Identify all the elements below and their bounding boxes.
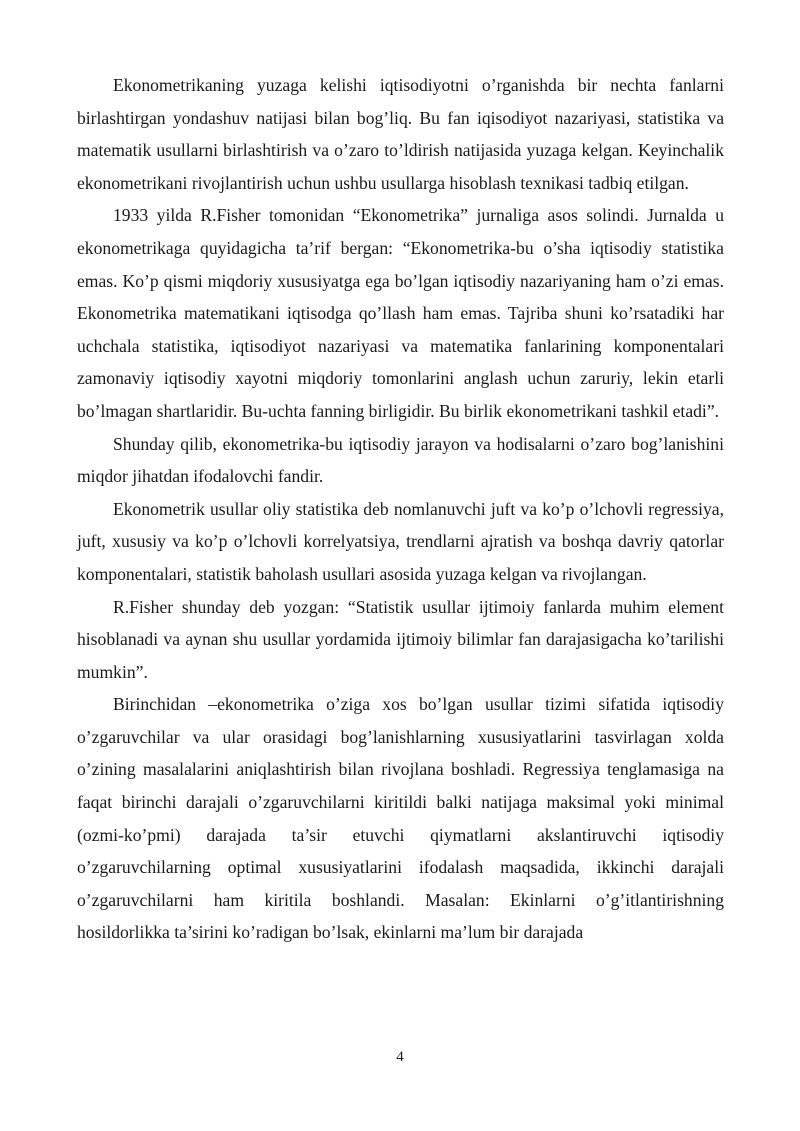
paragraph-firstly: Birinchidan –ekonometrika o’ziga xos bo’lgan usullar tizimi sifatida iqtisodiy o’zgaruvchilar va ular orasidagi bog’lanishlarning xususiyatlarini tasvirlagan xolda o’zining masalalarini aniqlashtirish bilan rivojlana boshladi. Regressiya tenglamasiga na faqat birinchi darajali o’zgaruvchilarni kiritildi balki natijaga maksimal yoki minimal (ozmi-ko’pmi) darajada ta’sir etuvchi qiymatlarni akslantiruvchi iqtisodiy o’zgaruvchilarning optimal xususiyatlarini ifodalash maqsadida, ikkinchi darajali o’zgaruvchilarni ham kiritila boshlandi. Masalan: Ekinlarni o’g’itlantirishning hosildorlikka ta’sirini ko’radigan bo’lsak, ekinlarni ma’lum bir darajada	[77, 694, 724, 943]
paragraph-fisher-quote: R.Fisher shunday deb yozgan: “Statistik usullar ijtimoiy fanlarda muhim element hisoblanadi va aynan shu usullar yordamida ijtimoiy bilimlar fan darajasigacha ko’tarilishi mumkin”.	[77, 596, 724, 682]
page-number: 4	[396, 1049, 404, 1065]
paragraph-econometric-methods: Ekonometrik usullar oliy statistika deb nomlanuvchi juft va ko’p o’lchovli regressiya, juft, xususiy va ko’p o’lchovli korrelyatsiya, trendlarni ajratish va boshqa davriy qatorlar komponentalari, statistik baholash usullari asosida yuzaga kelgan va rivojlangan.	[77, 498, 724, 584]
paragraph-fisher-journal: 1933 yilda R.Fisher tomonidan “Ekonometrika” jurnaliga asos solindi. Jurnalda u ekonometrikaga quyidagicha ta’rif bergan: “Ekonometrika-bu o’sha iqtisodiy statistika emas. Ko’p qismi miqdoriy xususiyatga ega bo’lgan iqtisodiy nazariyaning ham o’zi emas. Ekonometrika matematikani iqtisodga qo’llash ham emas. Tajriba shuni ko’rsatadiki har uchchala statistika, iqtisodiyot nazariyasi va matematika fanlarining komponentalari zamonaviy iqtisodiy xayotni miqdoriy tomonlarini anglash uchun zaruriy, lekin etarli bo’lmagan shartlaridir. Bu-uchta fanning birligidir. Bu birlik ekonometrikani tashkil etadi”.	[77, 205, 724, 421]
paragraph-definition: Shunday qilib, ekonometrika-bu iqtisodiy jarayon va hodisalarni o’zaro bog’lanishini miqdor jihatdan ifodalovchi fandir.	[77, 433, 724, 487]
body-text	[77, 69, 724, 949]
paragraph-origin-of-econometrics: Ekonometrikaning yuzaga kelishi iqtisodiyotni o’rganishda bir nechta fanlarni birlashtirgan yondashuv natijasi bilan bog’liq. Bu fan iqisodiyot nazariyasi, statistika va matematik usullarni birlashtirish va o’zaro to’ldirish natijasida yuzaga kelgan. Keyinchalik ekonometrikani rivojlantirish uchun ushbu usullarga hisoblash texnikasi tadbiq etilgan.	[77, 75, 724, 193]
